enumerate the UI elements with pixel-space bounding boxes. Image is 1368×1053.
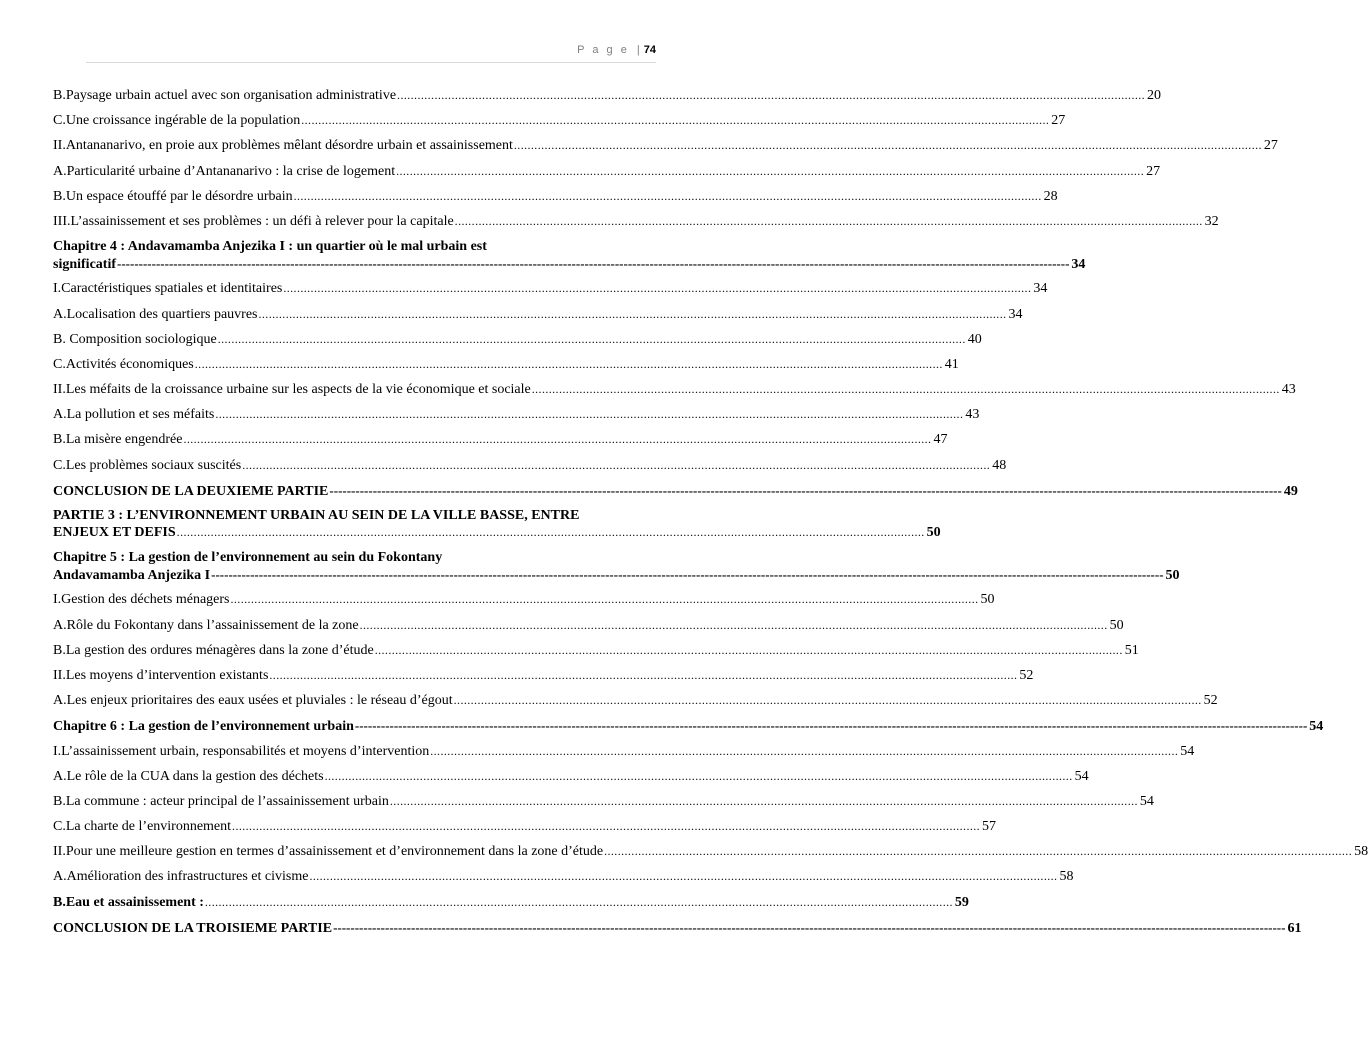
toc-heading-line: PARTIE 3 : L’ENVIRONNEMENT URBAIN AU SEIN DE LA VILLE BASSE, ENTRE	[53, 508, 580, 523]
toc-entry[interactable]: I.L’assainissement urbain, responsabilités et moyens d’intervention ............................................................................................................................................................................................................................ 54	[53, 743, 1195, 759]
dot-leader: ............................................................................................................................................................................................................................	[374, 642, 1123, 657]
dot-leader: ............................................................................................................................................................................................................................	[531, 382, 1280, 397]
toc-entry[interactable]: C.Activités économiques ............................................................................................................................................................................................................................ 41	[53, 356, 959, 372]
dot-leader: ............................................................................................................................................................................................................................	[389, 793, 1138, 808]
toc-entry[interactable]: B.Un espace étouffé par le désordre urbain ............................................................................................................................................................................................................................ 28	[53, 188, 1058, 204]
table-of-contents	[53, 87, 1368, 944]
toc-entry-conclusion-part-3[interactable]: CONCLUSION DE LA TROISIEME PARTIE ---------------------------------------------------------------------------------------------------------------------------------------------------------------------------------------------------------------------------- 61	[53, 919, 1302, 936]
toc-entry[interactable]: II.Les moyens d’intervention existants ............................................................................................................................................................................................................................ 52	[53, 667, 1034, 683]
toc-entry[interactable]: I.Caractéristiques spatiales et identitaires ............................................................................................................................................................................................................................ 34	[53, 281, 1048, 297]
dot-leader: ............................................................................................................................................................................................................................	[217, 331, 966, 346]
dot-leader: ............................................................................................................................................................................................................................	[204, 894, 953, 909]
toc-entry[interactable]: A.Le rôle de la CUA dans la gestion des déchets ............................................................................................................................................................................................................................ 54	[53, 768, 1089, 784]
toc-entry[interactable]: II.Antananarivo, en proie aux problèmes mêlant désordre urbain et assainissement ............................................................................................................................................................................................................................ 27	[53, 138, 1278, 154]
toc-entry-chapter-4[interactable]: significatif ---------------------------------------------------------------------------------------------------------------------------------------------------------------------------------------------------------------------------- 34	[53, 256, 1086, 273]
toc-entry[interactable]: A.Les enjeux prioritaires des eaux usées et pluviales : le réseau d’égout ............................................................................................................................................................................................................................ 52	[53, 693, 1218, 709]
toc-heading-line: Chapitre 4 : Andavamamba Anjezika I : un quartier où le mal urbain est	[53, 239, 487, 255]
dot-leader: ............................................................................................................................................................................................................................	[453, 693, 1202, 708]
toc-entry[interactable]: II.Les méfaits de la croissance urbaine sur les aspects de la vie économique et sociale ............................................................................................................................................................................................................................ 43	[53, 382, 1296, 398]
dot-leader: ............................................................................................................................................................................................................................	[232, 819, 981, 834]
dot-leader: ............................................................................................................................................................................................................................	[430, 743, 1179, 758]
page-header	[0, 44, 656, 56]
dash-leader: ----------------------------------------------------------------------------------------------------------------------------------------------------------------------------------------------------------------------------	[333, 919, 1286, 935]
toc-entry-chapter-5[interactable]: Andavamamba Anjezika I ---------------------------------------------------------------------------------------------------------------------------------------------------------------------------------------------------------------------------- 50	[53, 567, 1180, 584]
dot-leader: ............................................................................................................................................................................................................................	[604, 844, 1353, 859]
toc-entry-part-3[interactable]: ENJEUX ET DEFIS ............................................................................................................................................................................................................................ 50	[53, 525, 941, 540]
dot-leader: ............................................................................................................................................................................................................................	[269, 667, 1018, 682]
toc-entry[interactable]: B.La gestion des ordures ménagères dans la zone d’étude ............................................................................................................................................................................................................................ 51	[53, 642, 1139, 658]
toc-entry[interactable]: C.La charte de l’environnement ............................................................................................................................................................................................................................ 57	[53, 819, 997, 835]
dot-leader: ............................................................................................................................................................................................................................	[324, 768, 1073, 783]
toc-entry[interactable]: A.Localisation des quartiers pauvres ............................................................................................................................................................................................................................ 34	[53, 306, 1023, 322]
toc-entry[interactable]: A.La pollution et ses méfaits ............................................................................................................................................................................................................................ 43	[53, 407, 980, 423]
dot-leader: ............................................................................................................................................................................................................................	[454, 213, 1203, 228]
toc-entry[interactable]: C.Les problèmes sociaux suscités ............................................................................................................................................................................................................................ 48	[53, 457, 1007, 473]
page-label: P a g e	[577, 44, 630, 56]
toc-entry-chapter-6[interactable]: Chapitre 6 : La gestion de l’environnement urbain ---------------------------------------------------------------------------------------------------------------------------------------------------------------------------------------------------------------------------- 54	[53, 718, 1324, 735]
dot-leader: ............................................................................................................................................................................................................................	[283, 281, 1032, 296]
dot-leader: ............................................................................................................................................................................................................................	[176, 525, 925, 539]
toc-entry[interactable]: A.Amélioration des infrastructures et civisme ............................................................................................................................................................................................................................ 58	[53, 869, 1074, 885]
dot-leader: ............................................................................................................................................................................................................................	[230, 592, 979, 607]
toc-entry[interactable]: A.Particularité urbaine d’Antananarivo : la crise de logement ............................................................................................................................................................................................................................ 27	[53, 163, 1161, 179]
dash-leader: ----------------------------------------------------------------------------------------------------------------------------------------------------------------------------------------------------------------------------	[117, 256, 1070, 272]
toc-entry[interactable]: I.Gestion des déchets ménagers ............................................................................................................................................................................................................................ 50	[53, 592, 995, 608]
dot-leader: ............................................................................................................................................................................................................................	[215, 407, 964, 422]
toc-entry[interactable]: C.Une croissance ingérable de la population ............................................................................................................................................................................................................................ 27	[53, 113, 1066, 129]
dot-leader: ............................................................................................................................................................................................................................	[359, 617, 1108, 632]
dot-leader: ............................................................................................................................................................................................................................	[396, 163, 1145, 178]
toc-entry[interactable]: B.La misère engendrée ............................................................................................................................................................................................................................ 47	[53, 432, 948, 448]
toc-entry-eau-assainissement[interactable]: B.Eau et assainissement : ............................................................................................................................................................................................................................ 59	[53, 894, 969, 910]
page-separator: |	[636, 44, 640, 56]
dash-leader: ----------------------------------------------------------------------------------------------------------------------------------------------------------------------------------------------------------------------------	[329, 482, 1282, 498]
dot-leader: ............................................................................................................................................................................................................................	[293, 188, 1042, 203]
dash-leader: ----------------------------------------------------------------------------------------------------------------------------------------------------------------------------------------------------------------------------	[354, 718, 1308, 734]
toc-entry[interactable]: B. Composition sociologique ............................................................................................................................................................................................................................ 40	[53, 331, 982, 347]
page-number: 74	[643, 44, 656, 56]
toc-entry-conclusion-part-2[interactable]: CONCLUSION DE LA DEUXIEME PARTIE ---------------------------------------------------------------------------------------------------------------------------------------------------------------------------------------------------------------------------- 49	[53, 482, 1298, 499]
dot-leader: ............................................................................................................................................................................................................................	[194, 356, 943, 371]
toc-entry[interactable]: B.La commune : acteur principal de l’assainissement urbain ............................................................................................................................................................................................................................ 54	[53, 793, 1154, 809]
dot-leader: ............................................................................................................................................................................................................................	[309, 869, 1058, 884]
dash-leader: ----------------------------------------------------------------------------------------------------------------------------------------------------------------------------------------------------------------------------	[211, 567, 1164, 583]
dot-leader: ............................................................................................................................................................................................................................	[242, 457, 991, 472]
dot-leader: ............................................................................................................................................................................................................................	[301, 113, 1050, 128]
toc-entry[interactable]: B.Paysage urbain actuel avec son organisation administrative ............................................................................................................................................................................................................................ 20	[53, 88, 1162, 103]
toc-heading-line: Chapitre 5 : La gestion de l’environnement au sein du Fokontany	[53, 550, 443, 566]
dot-leader: ............................................................................................................................................................................................................................	[183, 432, 932, 447]
toc-entry[interactable]: A.Rôle du Fokontany dans l’assainissement de la zone ............................................................................................................................................................................................................................ 50	[53, 617, 1124, 633]
header-rule	[86, 62, 656, 63]
dot-leader: ............................................................................................................................................................................................................................	[258, 306, 1007, 321]
dot-leader: ............................................................................................................................................................................................................................	[397, 88, 1146, 102]
toc-entry[interactable]: III.L’assainissement et ses problèmes : un défi à relever pour la capitale ............................................................................................................................................................................................................................ 32	[53, 213, 1219, 229]
dot-leader: ............................................................................................................................................................................................................................	[513, 138, 1262, 153]
toc-entry[interactable]: II.Pour une meilleure gestion en termes d’assainissement et d’environnement dans la zone d’étude ............................................................................................................................................................................................................................ 58	[53, 844, 1368, 860]
